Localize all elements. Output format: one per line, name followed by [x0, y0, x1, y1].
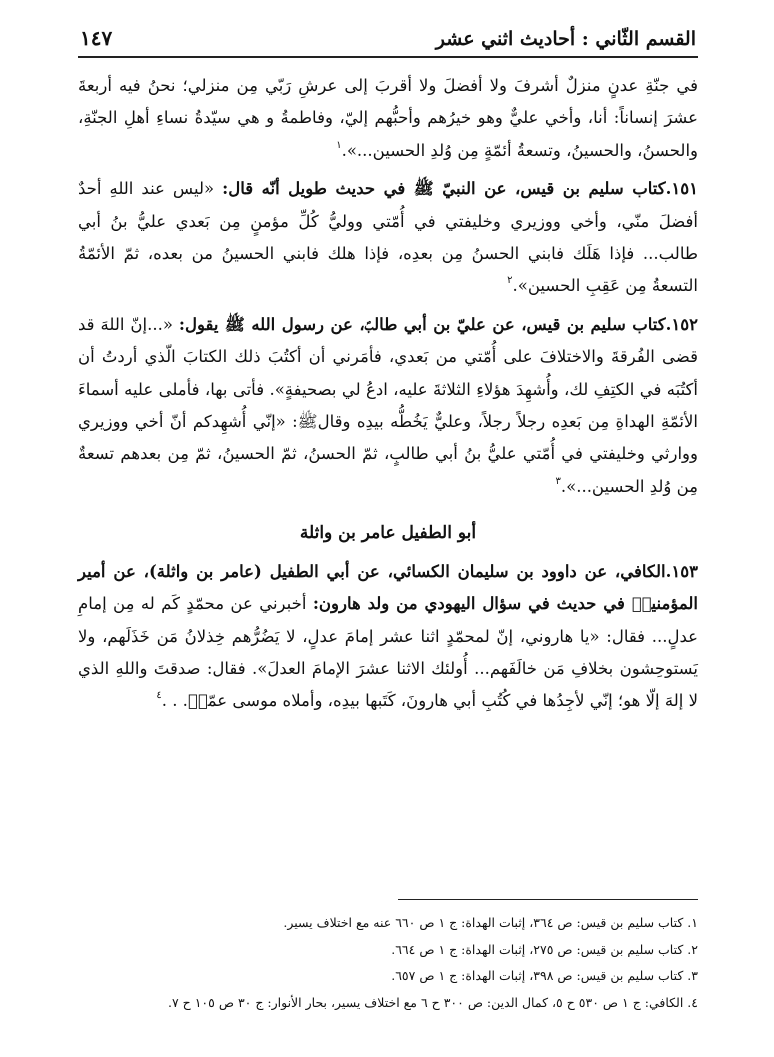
footnotes [78, 910, 698, 1016]
footnote-2: ٢. كتاب سليم بن قيس: ص ٢٧٥، إثبات الهداة: ج ١ ص ٦٦٤. [391, 941, 698, 957]
hadith-151 [78, 173, 698, 303]
footnote-1: ١. كتاب سليم بن قيس: ص ٣٦٤، إثبات الهداة: ج ١ ص ٦٦٠ عنه مع اختلاف يسير. [283, 915, 698, 930]
footnote-ref: ٢ [507, 275, 513, 287]
footnote-4: ٤. الكافي: ج ١ ص ٥٣٠ ح ٥، كمال الدين: ص ٣٠٠ ح ٦ مع اختلاف يسير، بحار الأنوار: ج ٣٠ ص ١٠٥ ح ٧. [168, 994, 698, 1010]
footnote-ref: ١ [336, 139, 342, 151]
hadith-text: «ليس عند اللهِ أحدٌ أفضلَ منّي، وأخي ووزيري وخليفتي في أُمّتي ووليُّ كُلِّ مؤمنٍ مِن بَعدي عليُّ بنُ أبي طالب... فإذا هَلَك فابني الحسنُ مِن بعدِه، فإذا هلك فابني الحسينُ من بعده، ثمّ الأئمّةُ التسعةُ مِن عَقِبِ الحسين». [78, 179, 698, 296]
page-number: ١٤٧ [80, 26, 113, 50]
hadith-source: كتاب سليم بن قيس، عن النبيّ ﷺ في حديث طويل أنّه قال: [222, 179, 666, 199]
footnote-divider [398, 899, 698, 900]
section-heading: أبو الطفيل عامر بن واثلة [299, 523, 477, 544]
hadith-text: «...إنّ اللهَ قد قضى الفُرقةَ والاختلافَ على أُمّتي من بَعدي، فأمَرني أن أكتُبَ ذلك الكتابَ الّذي أردتُ أن أكتُبَه في الكتِفِ لك، وأُشهِدَ هؤلاءِ الثلاثةَ عليه، ادعُ لي بصحيفةٍ». فأتى بها، فأملى عليه أسماءَ الأئمّةِ الهداةِ مِن بَعدِه رجلاً رجلاً، وعليٌّ يَخُطُّه بيدِه وقالﷺ: «إنّي أُشهِدكم أنّ أخي ووزيري ووارثي وخليفتي في أُمّتي عليُّ بنُ أبي طالبٍ، ثمّ الحسنُ، ثمّ الحسينُ، ثمّ مِن بعدهم تسعةٌ مِن وُلدِ الحسين...». [78, 314, 698, 496]
page-header [78, 22, 698, 58]
hadith-153 [78, 556, 698, 718]
hadith-number: ١٥١. [665, 179, 698, 199]
paragraph-continuation: في جنّةِ عدنٍ منزلٌ أشرفَ ولا أفضلَ ولا أقربَ إلى عرشِ رَبّي مِن منزلي؛ نحنُ فيه أربعةَ عشرَ إنساناً: أنا، وأخي عليٌّ وهو خيرُهم وأحبُّهم إليّ، وفاطمةُ و هي سيّدةُ نساءِ أهلِ الجنّةِ، والحسنُ، والحسينُ، وتسعةُ أئمّةٍ مِن وُلدِ الحسين...».$^١$ [78, 76, 698, 160]
hadith-source: كتاب سليم بن قيس، عن عليّ بن أبي طالبؑ، عن رسول الله ﷺ يقول: [178, 314, 666, 334]
hadith-152 [78, 309, 698, 503]
main-text [78, 70, 698, 718]
hadith-number: ١٥٢. [665, 314, 698, 334]
footnote-ref: ٣ [555, 475, 561, 487]
hadith-text: أخبرني عن محمّدٍ كَم له مِن إمامِ عدلٍ... فقال: «يا هاروني، إنّ لمحمّدٍ اثنا عشر إمامَ عدلٍ، لا يَضُرُّهم خِذلانُ مَن خَذَلَهم، ولا يَستوحِشون بخلافِ مَن خالَفَهم... أُولئك الاثنا عشرَ الإمامَ العدلَ». فقال: صدقتَ واللهِ الذي لا إلهَ إلّا هو؛ إنّي لأجِدُها في كُتُبِ أبي هارونَ، كَتَبها بيدِه، وأملاه موسى عمّيؑ. . . [78, 594, 698, 711]
footnote-ref: ٤ [156, 690, 162, 702]
footnote-3: ٣. كتاب سليم بن قيس: ص ٣٩٨، إثبات الهداة: ج ١ ص ٦٥٧. [391, 968, 698, 983]
hadith-number: ١٥٣. [665, 561, 698, 581]
running-title: القسم الثّاني : أحاديث اثني عشر [435, 28, 696, 50]
hadith-source: الكافي، عن داوود بن سليمان الكسائي، عن أبي الطفيل (عامر بن واثلة)، عن أمير المؤمنينؑ في حديث في سؤال اليهودي من ولد هارون: [78, 561, 699, 614]
